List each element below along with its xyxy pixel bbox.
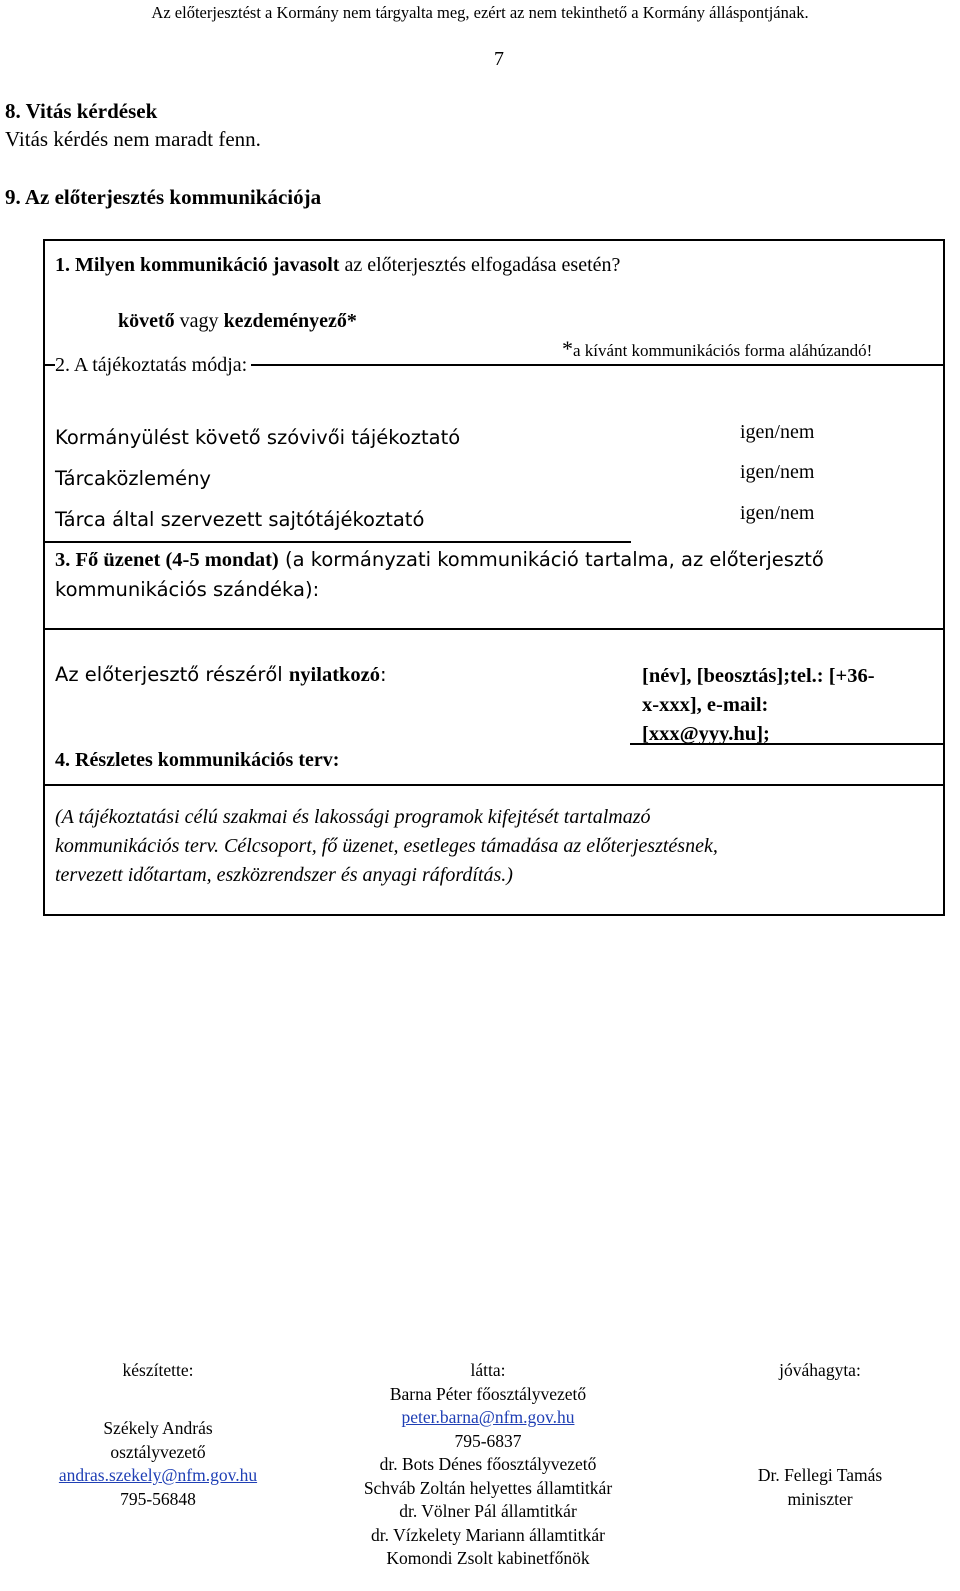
seen-line: Barna Péter főosztályvezető xyxy=(389,1383,587,1404)
question-4-title: 4. Részletes kommunikációs terv: xyxy=(55,749,340,771)
prepared-label: készítette: xyxy=(122,1360,194,1380)
seen-line: 795-6837 xyxy=(454,1430,522,1451)
approved-name: Dr. Fellegi Tamás xyxy=(757,1465,883,1485)
question-2-title: 2. A tájékoztatás módja: xyxy=(55,354,251,377)
method-row-label: Tárcaközlemény xyxy=(55,467,211,490)
option-follower: követő xyxy=(118,310,175,332)
declaration-value-line-1 xyxy=(642,662,875,691)
method-row-value: igen/nem xyxy=(740,461,815,483)
plan-description-line: tervezett időtartam, eszközrendszer és anyagi ráfordítás.) xyxy=(55,864,513,886)
prepared-position: osztályvezető xyxy=(110,1441,206,1462)
question-1 xyxy=(55,254,620,277)
prepared-email-link[interactable]: andras.szekely@nfm.gov.hu xyxy=(58,1465,258,1485)
divider-q3 xyxy=(43,628,945,630)
plan-description-line: (A tájékoztatási célú szakmai és lakossági programok kifejtését tartalmazó xyxy=(55,806,651,828)
section-9-title: 9. Az előterjesztés kommunikációja xyxy=(5,185,322,209)
seen-label: látta: xyxy=(470,1360,506,1380)
section-8-text: Vitás kérdés nem maradt fenn. xyxy=(5,127,261,151)
signature-seen xyxy=(330,1359,646,1571)
seen-line: dr. Völner Pál államtitkár xyxy=(399,1501,577,1521)
declaration-value-line-3: [xxx@yyy.hu]; xyxy=(642,723,770,745)
plan-description-line: kommunikációs terv. Célcsoport, fő üzenet, esetleges támadása az előterjesztésnek, xyxy=(55,835,718,857)
declaration-name-position: [név], [beosztás];tel. xyxy=(642,665,817,687)
note-star: * xyxy=(562,336,573,361)
underline-note xyxy=(562,336,872,362)
declaration-phone-start: : [+36- xyxy=(816,665,875,687)
method-row-value: igen/nem xyxy=(740,502,815,524)
prepared-phone: 795-56848 xyxy=(120,1488,196,1509)
prepared-name: Székely András xyxy=(103,1418,213,1438)
declaration-value xyxy=(642,662,875,749)
option-initiator: kezdeményező* xyxy=(223,310,357,332)
divider-q2 xyxy=(43,541,631,543)
declaration-label xyxy=(55,663,387,687)
question-3-line-2: kommunikációs szándéka): xyxy=(55,578,320,601)
declaration-label-bold: nyilatkozó xyxy=(288,664,381,686)
seen-line: Schváb Zoltán helyettes államtitkár xyxy=(363,1477,613,1498)
declaration-label-end: : xyxy=(380,663,387,686)
declaration-label-start: Az előterjesztő részéről xyxy=(55,663,289,686)
question-3-line-1 xyxy=(55,548,931,572)
signature-prepared xyxy=(30,1359,286,1511)
option-or: vagy xyxy=(174,310,224,332)
question-1-bold: 1. Milyen kommunikáció javasolt xyxy=(55,254,340,276)
method-row-label: Tárca által szervezett sajtótájékoztató xyxy=(55,508,425,531)
seen-email-link[interactable]: peter.barna@nfm.gov.hu xyxy=(401,1407,575,1427)
question-1-options xyxy=(118,310,357,333)
seen-line: dr. Bots Dénes főosztályvezető xyxy=(379,1454,597,1474)
question-1-rest: az előterjesztés elfogadása esetén? xyxy=(339,254,621,276)
approved-position: miniszter xyxy=(787,1488,853,1509)
note-text: a kívánt kommunikációs forma aláhúzandó! xyxy=(573,341,873,360)
signature-approved xyxy=(720,1359,920,1511)
method-row-label: Kormányülést követő szóvivői tájékoztató xyxy=(55,426,461,449)
question-3-rest: (a kormányzati kommunikáció tartalma, az előterjesztő xyxy=(278,548,824,571)
page-number: 7 xyxy=(494,48,504,70)
declaration-value-line-2: x-xxx], e-mail: xyxy=(642,694,769,716)
approved-label: jóváhagyta: xyxy=(779,1360,861,1380)
section-8-title: 8. Vitás kérdések xyxy=(5,99,158,123)
seen-line: dr. Vízkelety Mariann államtitkár xyxy=(371,1524,605,1545)
method-row-value: igen/nem xyxy=(740,421,815,443)
question-3-bold: 3. Fő üzenet (4-5 mondat) xyxy=(55,549,279,571)
plan-description xyxy=(55,803,718,890)
seen-line: Komondi Zsolt kabinetfőnök xyxy=(386,1548,590,1568)
confidentiality-notice: Az előterjesztést a Kormány nem tárgyalta meg, ezért az nem tekinthető a Kormány álláspontjának. xyxy=(151,3,809,22)
divider-q4 xyxy=(43,784,945,786)
